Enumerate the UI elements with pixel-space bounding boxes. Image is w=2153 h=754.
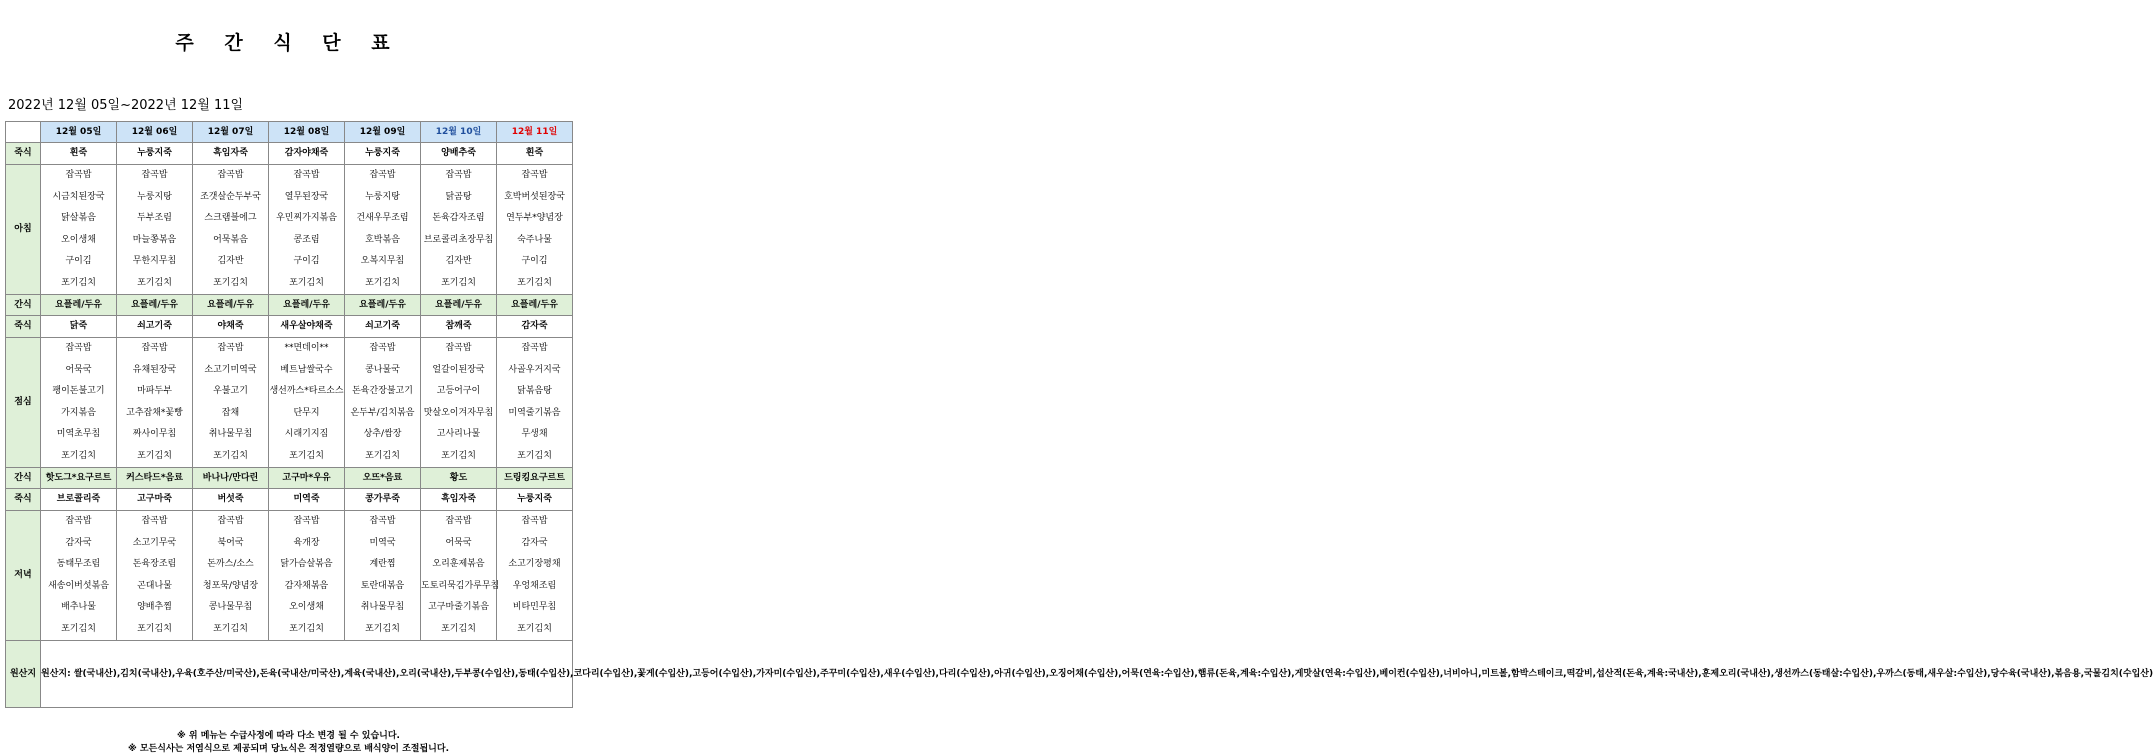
- meal-cell: [41, 338, 117, 468]
- meal-item: 포기김치: [137, 450, 172, 461]
- meal-item: 숙주나물: [517, 234, 552, 245]
- porridge-cell: 참깨죽: [421, 316, 497, 338]
- meal-item: 포기김치: [61, 623, 96, 634]
- meal-item-list: [345, 338, 420, 467]
- meal-item: 팽이돈불고기: [52, 386, 105, 397]
- meal-item: 잡곡밥: [369, 516, 396, 527]
- meal-item: 미역초무침: [56, 429, 101, 440]
- meal-item: 오이생채: [289, 602, 324, 613]
- porridge-cell: 새우살야채죽: [269, 316, 345, 338]
- meal-item: 호박볶음: [365, 234, 400, 245]
- meal-item: 돈까스/소스: [207, 559, 254, 570]
- meal-item: 포기김치: [213, 277, 248, 288]
- meal-item: 포기김치: [289, 450, 324, 461]
- meal-item: 건새우무조림: [356, 213, 409, 224]
- meal-item-list: [193, 511, 268, 640]
- day-header-sunday: 12월 11일: [497, 122, 573, 143]
- snack-cell: 요플레/두유: [41, 295, 117, 316]
- porridge-cell: 쇠고기죽: [117, 316, 193, 338]
- meal-item: 소고기장평채: [508, 559, 561, 570]
- note-line: ※ 모든식사는 저염식으로 제공되며 당뇨식은 적정열량으로 배식양이 조절됩니다.: [127, 744, 449, 754]
- meal-item: 닭곰탕: [445, 191, 472, 202]
- meal-item: 감자국: [521, 537, 548, 548]
- meal-item: 짜사이무침: [132, 429, 177, 440]
- meal-item: 북어국: [217, 537, 244, 548]
- meal-item-list: [41, 511, 116, 640]
- meal-item: 단무지: [293, 407, 320, 418]
- meal-item: 소고기미역국: [204, 364, 257, 375]
- meal-item: 잡곡밥: [369, 343, 396, 354]
- porridge-cell: 누룽지죽: [345, 143, 421, 165]
- snack-cell: 요플레/두유: [193, 295, 269, 316]
- meal-item: 잡곡밥: [293, 516, 320, 527]
- meal-cell: [269, 511, 345, 641]
- meal-item: 얼갈이된장국: [432, 364, 485, 375]
- meal-item: 잡곡밥: [521, 516, 548, 527]
- meal-item: 조갯살순두부국: [200, 191, 261, 202]
- meal-item-list: [421, 338, 496, 467]
- meal-item: 포기김치: [365, 450, 400, 461]
- meal-item: 감자국: [65, 537, 92, 548]
- meal-item: 두부조림: [137, 213, 172, 224]
- porridge-cell: 흰죽: [497, 143, 573, 165]
- meal-item: 잡곡밥: [293, 170, 320, 181]
- meal-cell: [497, 511, 573, 641]
- header-row: [6, 122, 573, 143]
- snack-cell: 오뜨*음료: [345, 468, 421, 489]
- meal-item: 포기김치: [517, 277, 552, 288]
- snack-cell: 바나나/만다린: [193, 468, 269, 489]
- meal-item: 포기김치: [365, 623, 400, 634]
- meal-item-list: [117, 165, 192, 294]
- meal-item: 비타민무침: [512, 602, 557, 613]
- note-line: ※ 위 메뉴는 수급사정에 따라 다소 변경 될 수 있습니다.: [177, 731, 400, 741]
- day-header: 12월 06일: [117, 122, 193, 143]
- meal-item: 콩조림: [293, 234, 320, 245]
- meal-cell: [421, 165, 497, 295]
- porridge-cell: 양배추죽: [421, 143, 497, 165]
- meal-item: 잡곡밥: [65, 170, 92, 181]
- breakfast-row: [6, 165, 573, 295]
- porridge-cell: 누룽지죽: [117, 143, 193, 165]
- meal-item-list: [497, 338, 572, 467]
- meal-item: 유채된장국: [132, 364, 177, 375]
- meal-cell: [117, 165, 193, 295]
- meal-item: 잡곡밥: [141, 343, 168, 354]
- meal-item: 우불고기: [213, 386, 248, 397]
- meal-item: 포기김치: [289, 623, 324, 634]
- meal-item-list: [421, 511, 500, 640]
- meal-item-list: [41, 165, 116, 294]
- meal-item-list: [421, 165, 496, 294]
- meal-item: 육개장: [293, 537, 320, 548]
- meal-item-list: [269, 338, 344, 467]
- meal-item: 포기김치: [61, 277, 96, 288]
- meal-item: 계란찜: [369, 559, 396, 570]
- meal-cell: [345, 511, 421, 641]
- meal-item: 열무된장국: [284, 191, 329, 202]
- meal-item: 고사리나물: [436, 429, 481, 440]
- meal-item: 취나물무침: [360, 602, 405, 613]
- menu-period: 2022년 12월 05일~2022년 12월 11일: [8, 98, 244, 113]
- meal-item: 청포묵/양념장: [202, 580, 259, 591]
- meal-item: 잡곡밥: [521, 343, 548, 354]
- porridge-cell: 쇠고기죽: [345, 316, 421, 338]
- meal-item: 잡곡밥: [369, 170, 396, 181]
- meal-cell: [421, 338, 497, 468]
- meal-item: 마늘쫑볶음: [132, 234, 177, 245]
- meal-cell: [345, 338, 421, 468]
- meal-item: 생선까스*타르소스: [269, 386, 344, 397]
- meal-item: 포기김치: [517, 450, 552, 461]
- meal-item: 포기김치: [61, 450, 96, 461]
- meal-item: 콩나물국: [365, 364, 400, 375]
- meal-cell: [193, 338, 269, 468]
- meal-item: 베트남쌀국수: [280, 364, 333, 375]
- meal-item: 온두부/김치볶음: [350, 407, 415, 418]
- meal-item: 포기김치: [517, 623, 552, 634]
- meal-item: 누룽지탕: [137, 191, 172, 202]
- meal-cell: [497, 338, 573, 468]
- meal-item: 어묵볶음: [213, 234, 248, 245]
- row-label: 저녁: [6, 511, 41, 641]
- meal-cell: [497, 165, 573, 295]
- day-header-saturday: 12월 10일: [421, 122, 497, 143]
- meal-item: 포기김치: [441, 623, 476, 634]
- porridge-cell: 닭죽: [41, 316, 117, 338]
- meal-item: 취나물무침: [208, 429, 253, 440]
- snack-cell: 고구마*우유: [269, 468, 345, 489]
- snack-cell: 요플레/두유: [497, 295, 573, 316]
- meal-item-list: [41, 338, 116, 467]
- porridge-cell: 흑임자죽: [421, 489, 497, 511]
- meal-item: 고구마줄기볶음: [428, 602, 489, 613]
- meal-item: 포기김치: [137, 277, 172, 288]
- meal-item: 잡곡밥: [445, 516, 472, 527]
- lunch-porridge-row: [6, 316, 573, 338]
- meal-item: 새송이버섯볶음: [48, 580, 109, 591]
- row-label: 아침: [6, 165, 41, 295]
- snack-cell: 요플레/두유: [345, 295, 421, 316]
- meal-item: 동태무조림: [56, 559, 101, 570]
- origin-row: [6, 641, 573, 708]
- porridge-cell: 콩가루죽: [345, 489, 421, 511]
- meal-item: 곤대나물: [137, 580, 172, 591]
- meal-item: 오이생채: [61, 234, 96, 245]
- meal-item: 미역줄기볶음: [508, 407, 561, 418]
- meal-item: 시래기지짐: [284, 429, 329, 440]
- snack-cell: 요플레/두유: [269, 295, 345, 316]
- meal-item: 미역국: [369, 537, 396, 548]
- meal-cell: [421, 511, 500, 641]
- meal-item: 잡곡밥: [65, 516, 92, 527]
- page-title: 주 간 식 단 표: [175, 32, 402, 54]
- meal-cell: [41, 165, 117, 295]
- meal-item: 닭살볶음: [61, 213, 96, 224]
- row-label: 죽식: [6, 489, 41, 511]
- meal-item: 구이김: [65, 256, 92, 267]
- meal-item: 닭가슴살볶음: [280, 559, 333, 570]
- meal-item-list: [269, 511, 344, 640]
- meal-item-list: [117, 511, 192, 640]
- row-label: 점심: [6, 338, 41, 468]
- meal-item: 스크램블에그: [204, 213, 257, 224]
- meal-item: 누룽지탕: [365, 191, 400, 202]
- snack-cell: 핫도그*요구르트: [41, 468, 117, 489]
- meal-item: 감자채볶음: [284, 580, 329, 591]
- day-header: 12월 07일: [193, 122, 269, 143]
- meal-item: 어묵국: [445, 537, 472, 548]
- meal-item: 돈육장조림: [132, 559, 177, 570]
- meal-item: 연두부*양념장: [506, 213, 563, 224]
- meal-item: 오복지무침: [360, 256, 405, 267]
- meal-item-list: [345, 165, 420, 294]
- meal-item: 상추/쌈장: [363, 429, 402, 440]
- meal-item: 닭볶음탕: [517, 386, 552, 397]
- snack-cell: 드링킹요구르트: [497, 468, 573, 489]
- meal-item: 구이김: [521, 256, 548, 267]
- meal-item: 콩나물무침: [208, 602, 253, 613]
- meal-item-list: [345, 511, 420, 640]
- breakfast-porridge-row: [6, 143, 573, 165]
- meal-item: 포기김치: [441, 277, 476, 288]
- meal-item: 가지볶음: [61, 407, 96, 418]
- meal-item: 배추나물: [61, 602, 96, 613]
- meal-cell: [193, 511, 269, 641]
- meal-cell: [345, 165, 421, 295]
- meal-cell: [117, 511, 193, 641]
- meal-cell: [269, 338, 345, 468]
- meal-item: 돈육간장불고기: [352, 386, 413, 397]
- porridge-cell: 고구마죽: [117, 489, 193, 511]
- meal-item: 호박버섯된장국: [504, 191, 565, 202]
- afternoon-snack-row: [6, 468, 573, 489]
- meal-item: 포기김치: [289, 277, 324, 288]
- meal-item-list: [193, 165, 268, 294]
- meal-item-list: [117, 338, 192, 467]
- meal-item: 잡곡밥: [141, 516, 168, 527]
- day-header: 12월 08일: [269, 122, 345, 143]
- meal-item: 오리훈제볶음: [432, 559, 485, 570]
- porridge-cell: 감자죽: [497, 316, 573, 338]
- corner-cell: [6, 122, 41, 143]
- meal-item: 토란대볶음: [360, 580, 405, 591]
- meal-item: 브로콜리초장무침: [423, 234, 494, 245]
- snack-cell: 커스타드*음료: [117, 468, 193, 489]
- row-label: 죽식: [6, 143, 41, 165]
- row-label: 죽식: [6, 316, 41, 338]
- row-label: 간식: [6, 468, 41, 489]
- meal-item: 시금치된장국: [52, 191, 105, 202]
- meal-item: 포기김치: [441, 450, 476, 461]
- meal-item: 마파두부: [137, 386, 172, 397]
- dinner-porridge-row: [6, 489, 573, 511]
- day-header: 12월 05일: [41, 122, 117, 143]
- meal-item: 무한지무침: [132, 256, 177, 267]
- meal-item: 잡곡밥: [141, 170, 168, 181]
- porridge-cell: 누룽지죽: [497, 489, 573, 511]
- meal-cell: [41, 511, 117, 641]
- meal-item: 포기김치: [213, 450, 248, 461]
- meal-item: 포기김치: [365, 277, 400, 288]
- porridge-cell: 흰죽: [41, 143, 117, 165]
- meal-item: 무생채: [521, 429, 548, 440]
- day-header: 12월 09일: [345, 122, 421, 143]
- meal-item: 잡곡밥: [217, 516, 244, 527]
- meal-item: 어묵국: [65, 364, 92, 375]
- meal-item: 도토리묵김가루무침: [421, 580, 500, 591]
- meal-item: 고추잡채*꽃빵: [126, 407, 183, 418]
- meal-item: 잡곡밥: [521, 170, 548, 181]
- meal-item: 구이김: [293, 256, 320, 267]
- morning-snack-row: [6, 295, 573, 316]
- meal-item-list: [193, 338, 268, 467]
- porridge-cell: 브로콜리죽: [41, 489, 117, 511]
- meal-item: 잡곡밥: [217, 170, 244, 181]
- meal-cell: [269, 165, 345, 295]
- weekly-menu-table: [5, 121, 2153, 708]
- meal-item: 김자반: [217, 256, 244, 267]
- porridge-cell: 야채죽: [193, 316, 269, 338]
- meal-item: 맛살오이겨자무침: [423, 407, 494, 418]
- row-label: 간식: [6, 295, 41, 316]
- porridge-cell: 감자야채죽: [269, 143, 345, 165]
- meal-item: **면데이**: [284, 343, 329, 354]
- meal-item: 사골우거지국: [508, 364, 561, 375]
- lunch-row: [6, 338, 573, 468]
- meal-item-list: [269, 165, 344, 294]
- meal-item: 돈육감자조림: [432, 213, 485, 224]
- meal-item: 양배추찜: [137, 602, 172, 613]
- meal-item-list: [497, 165, 572, 294]
- meal-item: 고등어구이: [436, 386, 481, 397]
- meal-item: 포기김치: [137, 623, 172, 634]
- meal-item: 잡곡밥: [445, 343, 472, 354]
- snack-cell: 요플레/두유: [421, 295, 497, 316]
- meal-item: 잡곡밥: [445, 170, 472, 181]
- porridge-cell: 미역죽: [269, 489, 345, 511]
- snack-cell: 요플레/두유: [117, 295, 193, 316]
- row-label: 원산지: [6, 641, 41, 708]
- dinner-row: [6, 511, 573, 641]
- meal-item: 우엉채조림: [512, 580, 557, 591]
- meal-item: 잡곡밥: [217, 343, 244, 354]
- meal-item: 소고기무국: [132, 537, 177, 548]
- porridge-cell: 흑임자죽: [193, 143, 269, 165]
- origin-text: 원산지: 쌀(국내산),김치(국내산),우육(호주산/미국산),돈육(국내산/미국산),계육(국내산),오리(국내산),두부콩(수입산),동태(수입산),코다리(수입산),꽃게(수입산),고등어(수입산),가자미(수입산),주꾸미(수입산),새우(수입산),다리(수입산),아귀(수입산),오징어채(수입산),어묵(연육:수입산),햄류(돈육,계육:수입산),게맛살(연육:수입산),베이컨(수입산),너비아니,미트볼,함박스테이크,떡갈비,섭산적(돈육,계육:국내산),훈제오리(국내산),생선까스(동태살:수입산),우까스(동태,새우살:수입산),당수육(국내산),볶음용,국물김치(수입산): [41, 641, 573, 708]
- porridge-cell: 버섯죽: [193, 489, 269, 511]
- meal-item: 포기김치: [213, 623, 248, 634]
- meal-item: 잡곡밥: [65, 343, 92, 354]
- snack-cell: 황도: [421, 468, 497, 489]
- meal-cell: [193, 165, 269, 295]
- meal-item: 우민찌가지볶음: [276, 213, 337, 224]
- meal-cell: [117, 338, 193, 468]
- meal-item: 잡채: [221, 407, 240, 418]
- meal-item: 김자반: [445, 256, 472, 267]
- meal-item-list: [497, 511, 572, 640]
